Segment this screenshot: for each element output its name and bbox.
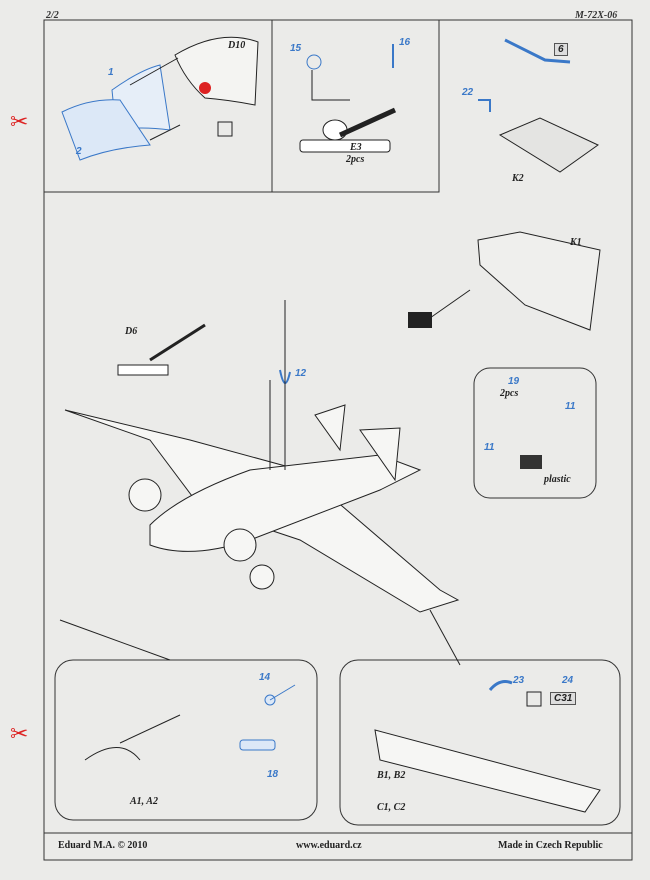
part-23: 23 xyxy=(513,675,525,686)
fuselage-edge xyxy=(85,748,140,761)
part-22: 22 xyxy=(462,87,474,98)
part-11b: 11 xyxy=(484,442,495,453)
label-a1a2: A1, A2 xyxy=(130,796,158,807)
part-18-link xyxy=(240,740,275,750)
red-mark xyxy=(199,82,211,94)
part-18: 18 xyxy=(267,769,279,780)
label-c31: C31 xyxy=(550,692,576,705)
label-k2: K2 xyxy=(512,173,524,184)
block-part xyxy=(408,312,432,328)
part-11a: 11 xyxy=(565,401,576,412)
part-15: 15 xyxy=(290,43,302,54)
detail-icon xyxy=(218,122,232,136)
part-12: 12 xyxy=(295,368,307,379)
aircraft-drawing xyxy=(65,405,458,612)
label-d6: D6 xyxy=(125,326,138,337)
product-code: M-72X-06 xyxy=(575,10,618,21)
label-k1: K1 xyxy=(570,237,582,248)
panel-tail xyxy=(55,660,317,820)
plastic-block xyxy=(520,455,542,469)
seat-back-part xyxy=(175,37,258,105)
part-1: 1 xyxy=(108,67,114,78)
part-14-link xyxy=(265,685,295,705)
label-e3-qty: 2pcs xyxy=(346,154,365,165)
scissors-icon: ✂ xyxy=(10,722,29,747)
footer-website: www.eduard.cz xyxy=(296,840,362,851)
part-6: 6 xyxy=(554,43,568,56)
label-p19-qty: 2pcs xyxy=(500,388,519,399)
footer-copyright: Eduard M.A. © 2010 xyxy=(58,840,148,851)
scissors-icon: ✂ xyxy=(10,110,29,135)
wing-part xyxy=(375,730,600,812)
k2-tray-part xyxy=(500,118,598,172)
label-b1b2: B1, B2 xyxy=(377,770,406,781)
ring-sight-part xyxy=(307,55,321,69)
part-19: 19 xyxy=(508,376,520,387)
part-23-wire xyxy=(490,682,512,690)
label-d10: D10 xyxy=(228,40,246,51)
label-plastic: plastic xyxy=(544,474,571,485)
part-16: 16 xyxy=(399,37,411,48)
gun-mount-part xyxy=(300,110,395,152)
footer-origin: Made in Czech Republic xyxy=(498,840,603,851)
label-e3: E3 xyxy=(350,142,362,153)
label-c1c2: C1, C2 xyxy=(377,802,406,813)
part-24: 24 xyxy=(562,675,574,686)
page-number: 2/2 xyxy=(46,10,59,21)
part-14: 14 xyxy=(259,672,271,683)
plastic-callout xyxy=(474,368,596,498)
part-2: 2 xyxy=(76,146,82,157)
